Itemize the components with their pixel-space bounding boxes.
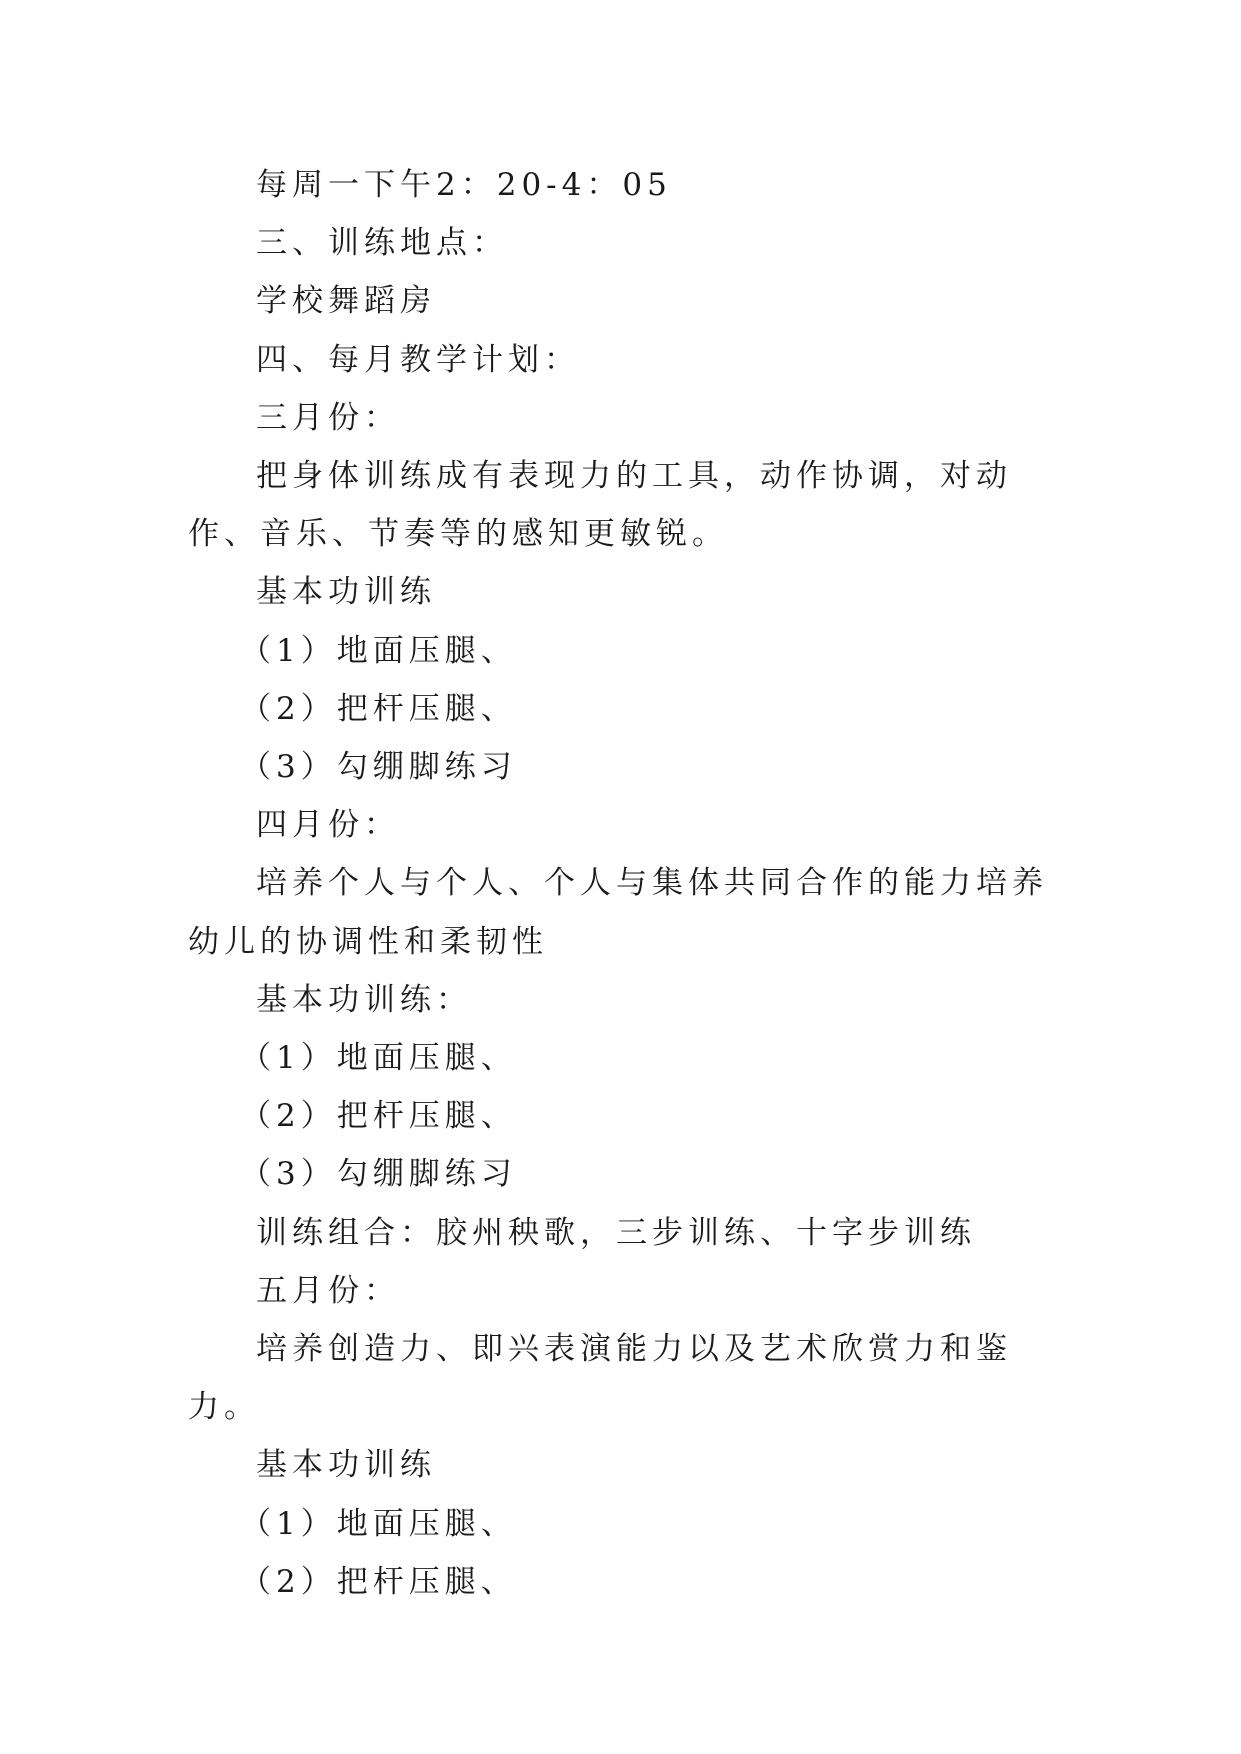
may-basic-training-heading: 基本功训练: [256, 1447, 436, 1484]
april-item-3: （3）勾绷脚练习: [240, 1156, 517, 1193]
section-heading-location: 三、训练地点：: [256, 225, 508, 262]
may-item-2: （2）把杆压腿、: [240, 1563, 517, 1600]
march-basic-training-heading: 基本功训练: [256, 574, 436, 611]
location-text: 学校舞蹈房: [256, 283, 436, 320]
schedule-time: 每周一下午2：20-4：05: [256, 167, 672, 203]
april-item-1: （1）地面压腿、: [240, 1040, 517, 1077]
may-item-1: （1）地面压腿、: [240, 1505, 517, 1542]
april-combination-training: 训练组合：胶州秧歌，三步训练、十字步训练: [256, 1214, 976, 1251]
march-item-3: （3）勾绷脚练习: [240, 749, 517, 786]
month-heading-may: 五月份：: [256, 1272, 400, 1309]
document-body: [188, 156, 1058, 1611]
month-heading-march: 三月份：: [256, 399, 400, 436]
april-basic-training-heading: 基本功训练：: [256, 981, 472, 1018]
section-heading-monthly-plan: 四、每月教学计划：: [256, 341, 580, 378]
may-goal-paragraph: 培养创造力、即兴表演能力以及艺术欣赏力和鉴力。: [188, 1331, 1012, 1426]
march-item-2: （2）把杆压腿、: [240, 690, 517, 727]
april-goal-paragraph: 培养个人与个人、个人与集体共同合作的能力培养幼儿的协调性和柔韧性: [188, 865, 1048, 960]
march-item-1: （1）地面压腿、: [240, 632, 517, 669]
april-item-2: （2）把杆压腿、: [240, 1098, 517, 1135]
march-goal-paragraph: 把身体训练成有表现力的工具，动作协调，对动作、音乐、节奏等的感知更敏锐。: [188, 458, 1012, 553]
month-heading-april: 四月份：: [256, 807, 400, 844]
